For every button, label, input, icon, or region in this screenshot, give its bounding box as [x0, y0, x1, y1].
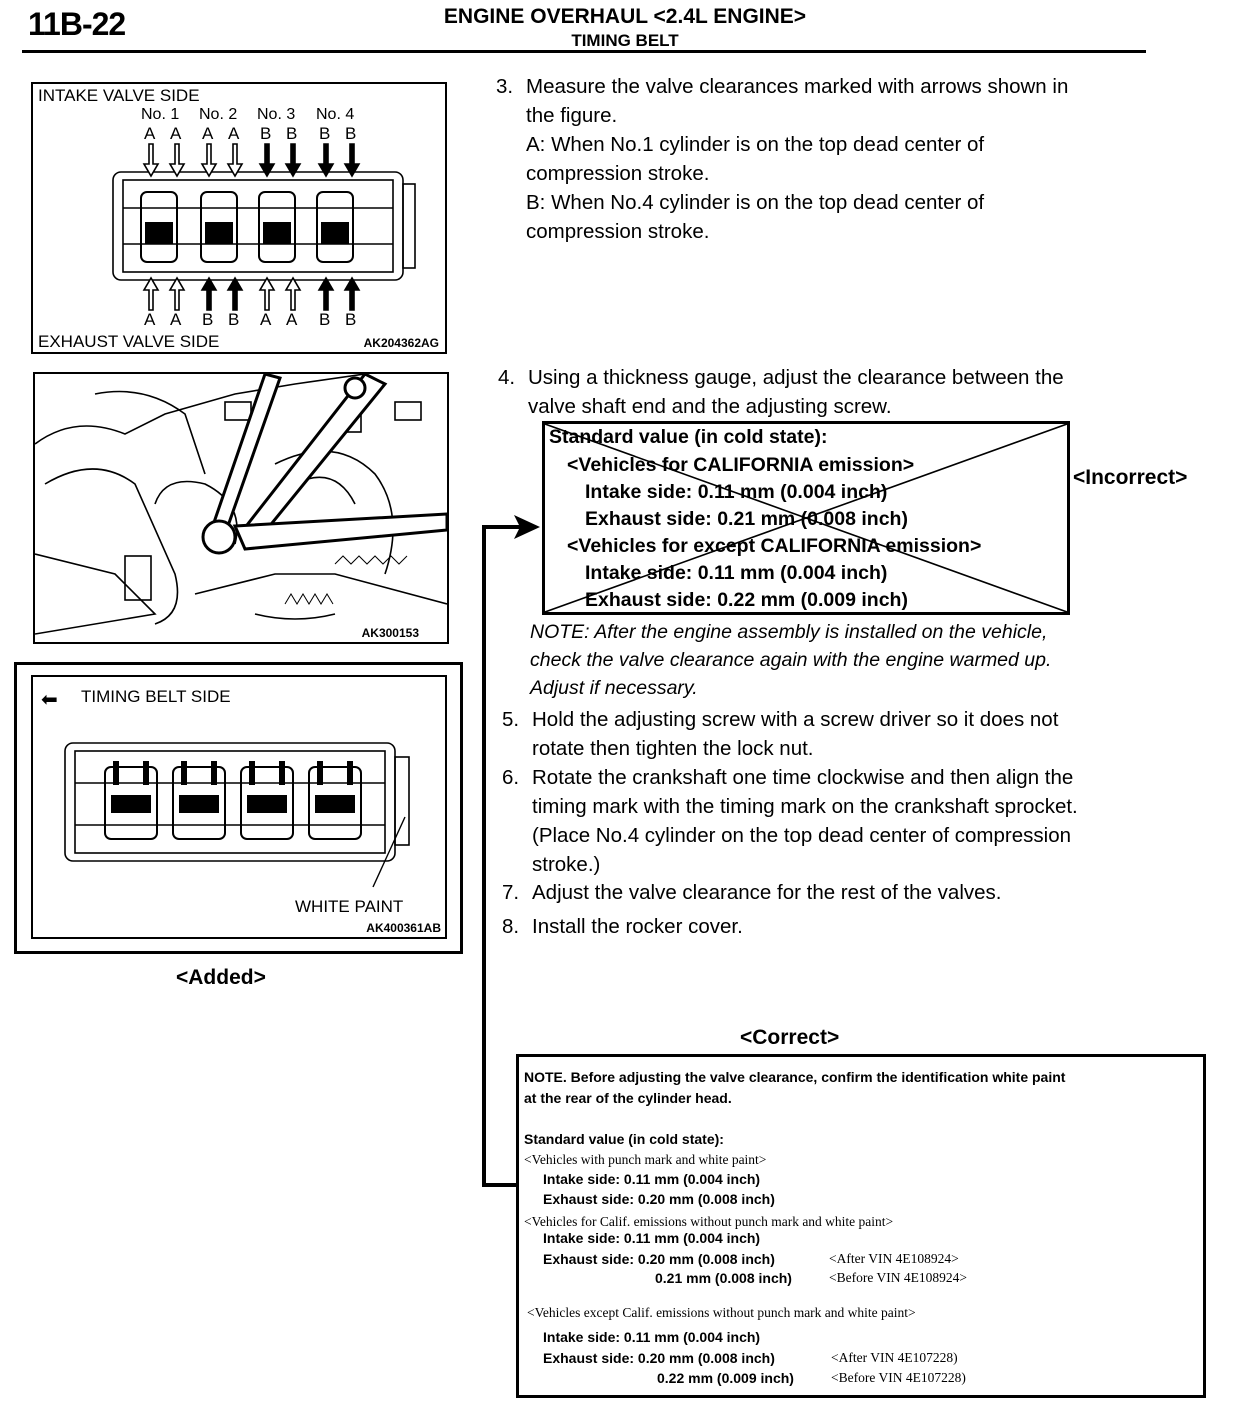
- step-text: Install the rocker cover.: [532, 915, 743, 938]
- step-7: [502, 878, 1162, 907]
- step-text: Using a thickness gauge, adjust the clearance between the: [528, 366, 1064, 389]
- correct-tag: <Correct>: [740, 1026, 840, 1049]
- incorrect-line: <Vehicles for CALIFORNIA emission>: [567, 454, 915, 476]
- arrow-letter: B: [345, 124, 357, 143]
- step-text: timing mark with the timing mark on the crankshaft sprocket.: [532, 795, 1078, 818]
- step-number: 3.: [496, 75, 514, 98]
- step-text: B: When No.4 cylinder is on the top dead center of: [526, 191, 985, 214]
- header-rule: [22, 50, 1146, 53]
- note-text: NOTE: After the engine assembly is installed on the vehicle,: [530, 621, 1048, 643]
- page-number: 11B-22: [28, 6, 126, 42]
- thickness-gauge-figure: [33, 372, 449, 644]
- step-text: Measure the valve clearances marked with arrows shown in: [526, 75, 1069, 98]
- cylinder-label: No. 2: [199, 106, 238, 123]
- arrow-letter: A: [260, 310, 272, 329]
- figure-code: AK204362AG: [363, 336, 439, 350]
- arrow-letter: A: [170, 124, 182, 143]
- white-paint-figure: [31, 675, 447, 939]
- correct-value: Exhaust side: 0.20 mm (0.008 inch): [543, 1251, 775, 1267]
- timing-belt-side-label: TIMING BELT SIDE: [81, 687, 231, 706]
- correct-group-label: <Vehicles except Calif. emissions without punch mark and white paint>: [527, 1305, 916, 1320]
- correct-value: Intake side: 0.11 mm (0.004 inch): [543, 1171, 761, 1187]
- step-text: valve shaft end and the adjusting screw.: [528, 395, 892, 418]
- arrow-letter: A: [228, 124, 240, 143]
- step-text: (Place No.4 cylinder on the top dead center of compression: [532, 824, 1071, 847]
- correct-vin-note: <Before VIN 4E108924>: [829, 1270, 967, 1285]
- white-paint-label: WHITE PAINT: [295, 897, 404, 916]
- page-title: ENGINE OVERHAUL <2.4L ENGINE>: [443, 5, 807, 28]
- incorrect-line: Intake side: 0.11 mm (0.004 inch): [585, 562, 888, 584]
- correct-vin-note: <Before VIN 4E107228): [831, 1370, 966, 1385]
- correct-value: Exhaust side: 0.20 mm (0.008 inch): [543, 1350, 775, 1366]
- arrow-letter: B: [319, 124, 331, 143]
- timing-belt-arrow-icon: ⬅: [41, 689, 58, 711]
- step-text: Rotate the crankshaft one time clockwise and then align the: [532, 766, 1074, 789]
- step-number: 5.: [502, 708, 520, 731]
- step-8: [502, 912, 1162, 941]
- step-4: [498, 363, 1158, 421]
- cylinder-label: No. 3: [257, 106, 296, 123]
- exhaust-valve-side-label: EXHAUST VALVE SIDE: [38, 332, 220, 351]
- note-text: Adjust if necessary.: [530, 677, 698, 699]
- correct-group-label: <Vehicles with punch mark and white paint>: [524, 1152, 767, 1167]
- step-text: A: When No.1 cylinder is on the top dead center of: [526, 133, 985, 156]
- step-text: rotate then tighten the lock nut.: [532, 737, 814, 760]
- incorrect-line: Standard value (in cold state):: [549, 426, 828, 448]
- correct-group-label: <Vehicles for Calif. emissions without punch mark and white paint>: [524, 1214, 894, 1229]
- correct-note: at the rear of the cylinder head.: [524, 1090, 732, 1106]
- step-text: compression stroke.: [526, 220, 710, 243]
- correct-value: Intake side: 0.11 mm (0.004 inch): [543, 1329, 761, 1345]
- step-number: 8.: [502, 915, 520, 938]
- step-5: [502, 705, 1162, 763]
- correct-standard-value-box: [516, 1054, 1206, 1398]
- correct-value: Exhaust side: 0.20 mm (0.008 inch): [543, 1191, 775, 1207]
- correct-heading: Standard value (in cold state):: [524, 1131, 724, 1147]
- incorrect-line: Intake side: 0.11 mm (0.004 inch): [585, 481, 888, 503]
- step-number: 7.: [502, 881, 520, 904]
- step-text: stroke.): [532, 853, 601, 876]
- incorrect-line: Exhaust side: 0.22 mm (0.009 inch): [585, 589, 908, 611]
- step-6: [502, 763, 1162, 879]
- added-figure-frame: [14, 662, 463, 954]
- step-text: compression stroke.: [526, 162, 710, 185]
- arrow-letter: A: [202, 124, 214, 143]
- note-warm-engine: [530, 618, 1170, 702]
- incorrect-tag: <Incorrect>: [1073, 466, 1188, 489]
- correct-value: Intake side: 0.11 mm (0.004 inch): [543, 1230, 761, 1246]
- step-number: 4.: [498, 366, 516, 389]
- correct-value: 0.21 mm (0.008 inch): [655, 1270, 792, 1286]
- arrow-letter: B: [228, 310, 240, 329]
- incorrect-line: Exhaust side: 0.21 mm (0.008 inch): [585, 508, 908, 530]
- correct-note: NOTE. Before adjusting the valve clearance, confirm the identification white paint: [524, 1069, 1066, 1085]
- arrow-letter: B: [286, 124, 298, 143]
- incorrect-standard-value-box: [542, 421, 1070, 615]
- arrow-letter: B: [202, 310, 214, 329]
- valve-arrow-figure: [31, 82, 447, 354]
- step-text: Adjust the valve clearance for the rest of the valves.: [532, 881, 1002, 904]
- figure-code: AK300153: [361, 626, 419, 640]
- correct-vin-note: <After VIN 4E107228): [831, 1350, 958, 1365]
- page-subtitle: TIMING BELT: [571, 31, 679, 50]
- cylinder-label: No. 1: [141, 106, 180, 123]
- incorrect-line: <Vehicles for except CALIFORNIA emission>: [567, 535, 982, 557]
- arrow-letter: A: [286, 310, 298, 329]
- correct-value: 0.22 mm (0.009 inch): [657, 1370, 794, 1386]
- arrow-letter: A: [170, 310, 182, 329]
- step-text: the figure.: [526, 104, 618, 127]
- note-text: check the valve clearance again with the engine warmed up.: [530, 649, 1052, 671]
- added-caption: <Added>: [176, 966, 266, 989]
- step-3: [496, 72, 1156, 246]
- arrow-letter: A: [144, 124, 156, 143]
- step-text: Hold the adjusting screw with a screw driver so it does not: [532, 708, 1059, 731]
- cylinder-label: No. 4: [316, 106, 355, 123]
- figure-code: AK400361AB: [366, 921, 441, 935]
- arrow-letter: A: [144, 310, 156, 329]
- correct-vin-note: <After VIN 4E108924>: [829, 1251, 959, 1266]
- engine-illustration: [35, 374, 447, 642]
- intake-valve-side-label: INTAKE VALVE SIDE: [38, 86, 200, 105]
- arrow-letter: B: [260, 124, 272, 143]
- step-number: 6.: [502, 766, 520, 789]
- arrow-letter: B: [345, 310, 357, 329]
- arrow-letter: B: [319, 310, 331, 329]
